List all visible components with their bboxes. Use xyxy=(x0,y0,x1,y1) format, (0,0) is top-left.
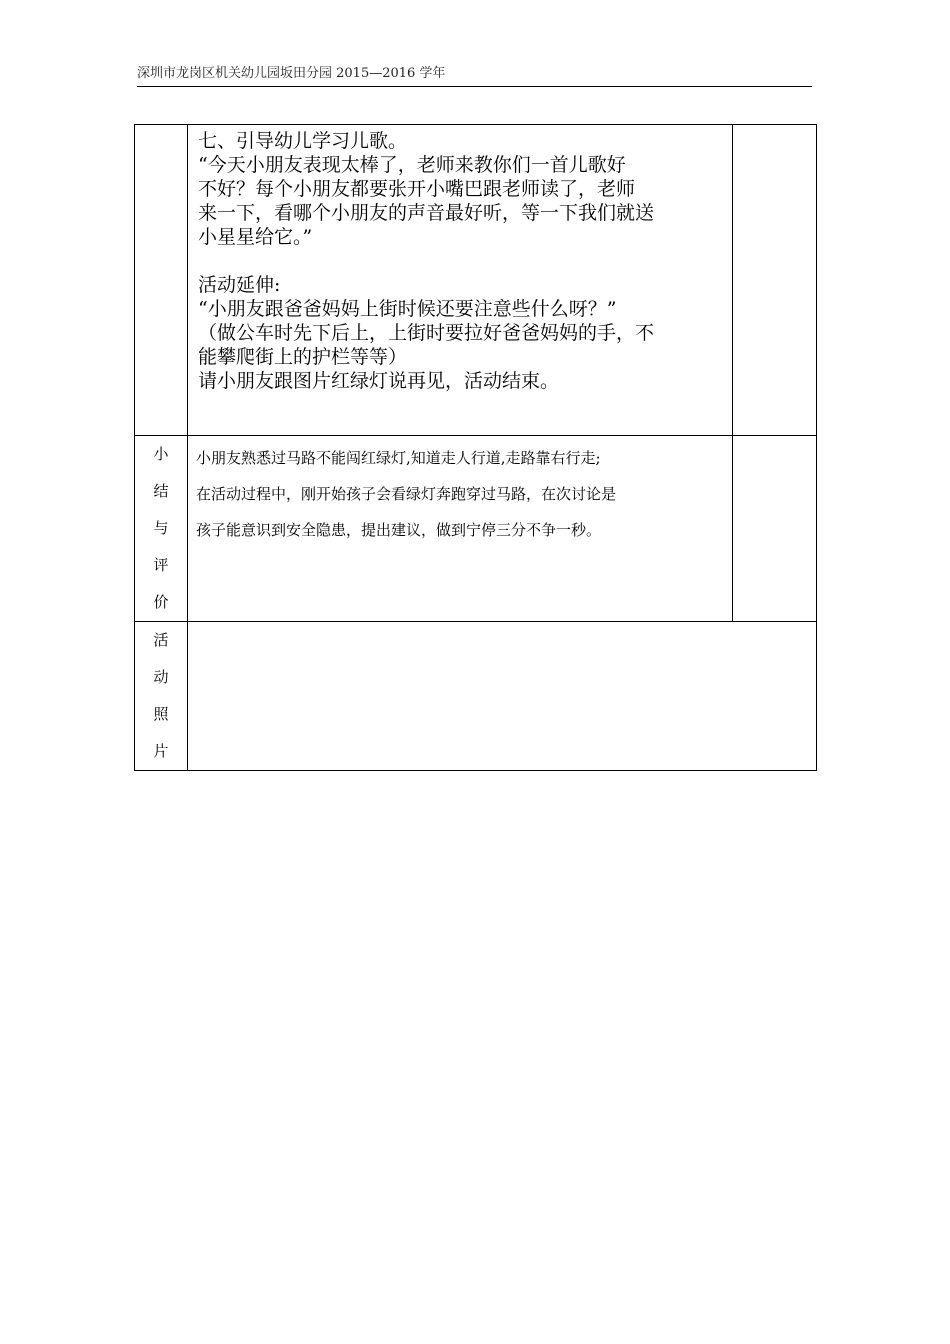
label-char: 结 xyxy=(153,482,169,500)
text-line: 七、引导幼儿学习儿歌。 xyxy=(198,130,408,152)
text-line: 小朋友熟悉过马路不能闯红绿灯,知道走人行道,走路靠右行走; xyxy=(196,449,601,467)
song-text-block xyxy=(188,125,732,393)
table-row-photos xyxy=(135,622,817,771)
notes-cell-summary xyxy=(733,436,817,622)
text-line: 在活动过程中，刚开始孩子会看绿灯奔跑穿过马路，在次讨论是 xyxy=(196,485,617,503)
notes-cell-empty xyxy=(733,125,817,436)
table-row-summary xyxy=(135,436,817,622)
label-cell-summary xyxy=(135,436,188,622)
label-char: 照 xyxy=(153,705,169,723)
text-line: 孩子能意识到安全隐患，提出建议，做到宁停三分不争一秒。 xyxy=(196,521,602,539)
page-header: 深圳市龙岗区机关幼儿园坂田分园 2015—2016 学年 xyxy=(137,64,812,87)
text-line: （做公车时先下后上，上街时要拉好爸爸妈妈的手，不 xyxy=(198,322,655,344)
label-cell-empty xyxy=(135,125,188,436)
content-cell-summary xyxy=(188,436,733,622)
text-line: “小朋友跟爸爸妈妈上街时候还要注意些什么呀？” xyxy=(198,298,617,320)
label-char: 片 xyxy=(153,742,169,760)
label-char: 与 xyxy=(153,519,169,537)
label-char: 小 xyxy=(153,445,169,463)
vertical-label-summary xyxy=(135,436,187,621)
label-char: 评 xyxy=(153,556,169,574)
text-line: 小星星给它。” xyxy=(198,226,313,248)
label-char: 动 xyxy=(153,668,169,686)
summary-text-block xyxy=(188,436,732,548)
text-line: 来一下，看哪个小朋友的声音最好听，等一下我们就送 xyxy=(198,202,655,224)
activity-table xyxy=(134,124,817,771)
label-char: 价 xyxy=(153,593,169,611)
label-cell-photos xyxy=(135,622,188,771)
text-line: 活动延伸: xyxy=(198,274,281,296)
blank-line xyxy=(198,249,726,273)
table-row-song xyxy=(135,125,817,436)
text-line: 能攀爬街上的护栏等等） xyxy=(198,346,408,368)
content-cell-song xyxy=(188,125,733,436)
text-line: 请小朋友跟图片红绿灯说再见，活动结束。 xyxy=(198,370,560,392)
label-char: 活 xyxy=(153,631,169,649)
text-line: “今天小朋友表现太棒了，老师来教你们一首儿歌好 xyxy=(198,154,626,176)
vertical-label-photos xyxy=(135,622,187,770)
photos-cell-empty xyxy=(188,622,817,771)
text-line: 不好？每个小朋友都要张开小嘴巴跟老师读了，老师 xyxy=(198,178,636,200)
